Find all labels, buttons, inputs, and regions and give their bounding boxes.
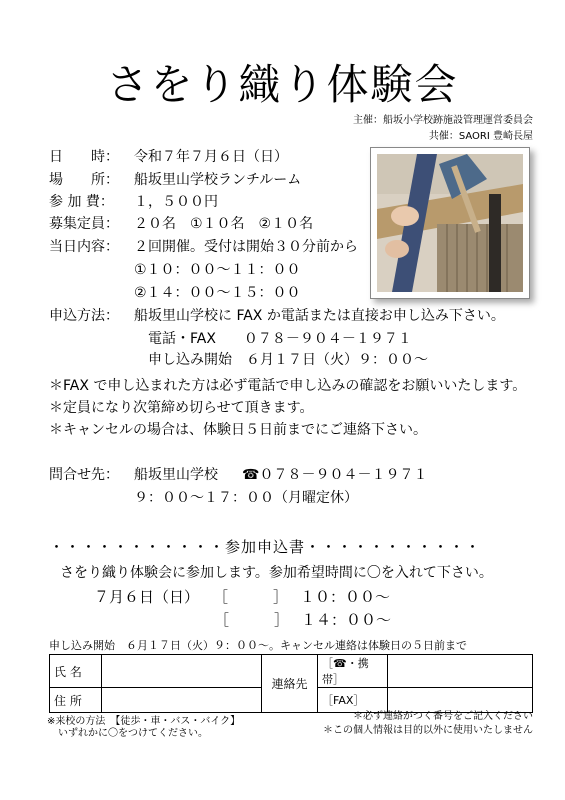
footer-privacy-note: ＊この個人情報は目的以外に使用いたしません (323, 725, 533, 736)
address-field[interactable] (102, 688, 262, 713)
footer-phone-note: ＊必ず連絡がつく番号をご記入ください (353, 711, 533, 722)
form-deadline: 申し込み開始 ６月１７日（火）９：００～。キャンセル連絡は体験日の５日前まで (49, 639, 467, 652)
weaving-photo-image (377, 154, 523, 292)
place-value: 船坂里山学校ランチルーム (134, 172, 302, 188)
apply-tel: 電話・FAX ０７８－９０４－１９７１ (148, 331, 412, 347)
content-row (49, 237, 358, 257)
contact-name: 船坂里山学校 (134, 467, 218, 483)
contact-label: 問合せ先： (49, 467, 119, 483)
capacity-label: 募集定員： (49, 216, 119, 232)
place-row (49, 170, 301, 190)
contact-field-label: 連絡先 (262, 655, 318, 713)
choice-1-bracket[interactable]: ［ ］ (213, 588, 289, 606)
note-cancel: ＊キャンセルの場合は、体験日５日前までにご連絡下さい。 (49, 422, 427, 438)
choice-1-time: １０：００～ (300, 588, 391, 606)
footer-transport-note: いずれかに〇をつけてください。 (58, 728, 208, 739)
place-label: 場 所： (49, 172, 119, 188)
contact-hours: ９：００～１７：００（月曜定休） (134, 490, 358, 506)
name-label: 氏 名 (50, 655, 102, 688)
weaving-photo (370, 147, 530, 299)
fee-value: １，５００円 (134, 194, 218, 210)
apply-start: 申し込み開始 ６月１７日（火）９：００～ (148, 352, 428, 368)
fee-label: 参 加 費： (49, 194, 114, 210)
apply-value: 船坂里山学校に FAX か電話または直接お申し込み下さい。 (134, 308, 505, 324)
choice-1-date: ７月６日（日） (94, 588, 200, 606)
content-value: ２回開催。受付は開始３０分前から (134, 239, 358, 255)
fee-row (49, 192, 218, 212)
capacity-row (49, 214, 313, 234)
application-form-table (49, 654, 533, 713)
page-title: さをり織り体験会 (106, 60, 459, 109)
choice-2[interactable] (214, 610, 391, 630)
organizer-cohost: 共催：SAORI 豊崎長屋 (428, 131, 533, 142)
date-row (49, 147, 288, 167)
apply-label: 申込方法： (49, 308, 119, 324)
tel-label: ［☎・携帯］ (318, 655, 388, 688)
session-2: ②１４：００～１５：００ (134, 285, 301, 301)
organizer-host: 主催：船坂小学校跡施設管理運営委員会 (353, 115, 533, 126)
capacity-value: ２０名 ①１０名 ②１０名 (134, 216, 314, 232)
choice-2-time: １４：００～ (301, 611, 392, 629)
date-label: 日 時： (49, 149, 119, 165)
choice-2-bracket[interactable]: ［ ］ (214, 611, 290, 629)
session-1: ①１０：００～１１：００ (134, 262, 301, 278)
name-field[interactable] (102, 655, 262, 688)
note-fax: ＊FAX で申し込まれた方は必ず電話で申し込みの確認をお願いいたします。 (49, 378, 527, 394)
date-value: 令和７年７月６日（日） (134, 149, 288, 165)
apply-row (49, 306, 505, 326)
contact-phone: ☎０７８－９０４－１９７１ (242, 467, 428, 483)
form-intro: さをり織り体験会に参加します。参加希望時間に〇を入れて下さい。 (60, 565, 493, 581)
contact-row (49, 465, 427, 485)
note-capacity: ＊定員になり次第締め切らせて頂きます。 (49, 400, 314, 416)
choice-1[interactable] (94, 587, 390, 607)
footer-transport: ※来校の方法 【徒歩・車・バス・バイク】 (47, 716, 241, 727)
content-label: 当日内容： (49, 239, 119, 255)
address-label: 住 所 (50, 688, 102, 713)
form-heading: ・・・・・・・・・・・参加申込書・・・・・・・・・・・ (49, 538, 482, 556)
tel-field[interactable] (388, 655, 533, 688)
fax-label: ［FAX］ (318, 688, 388, 713)
